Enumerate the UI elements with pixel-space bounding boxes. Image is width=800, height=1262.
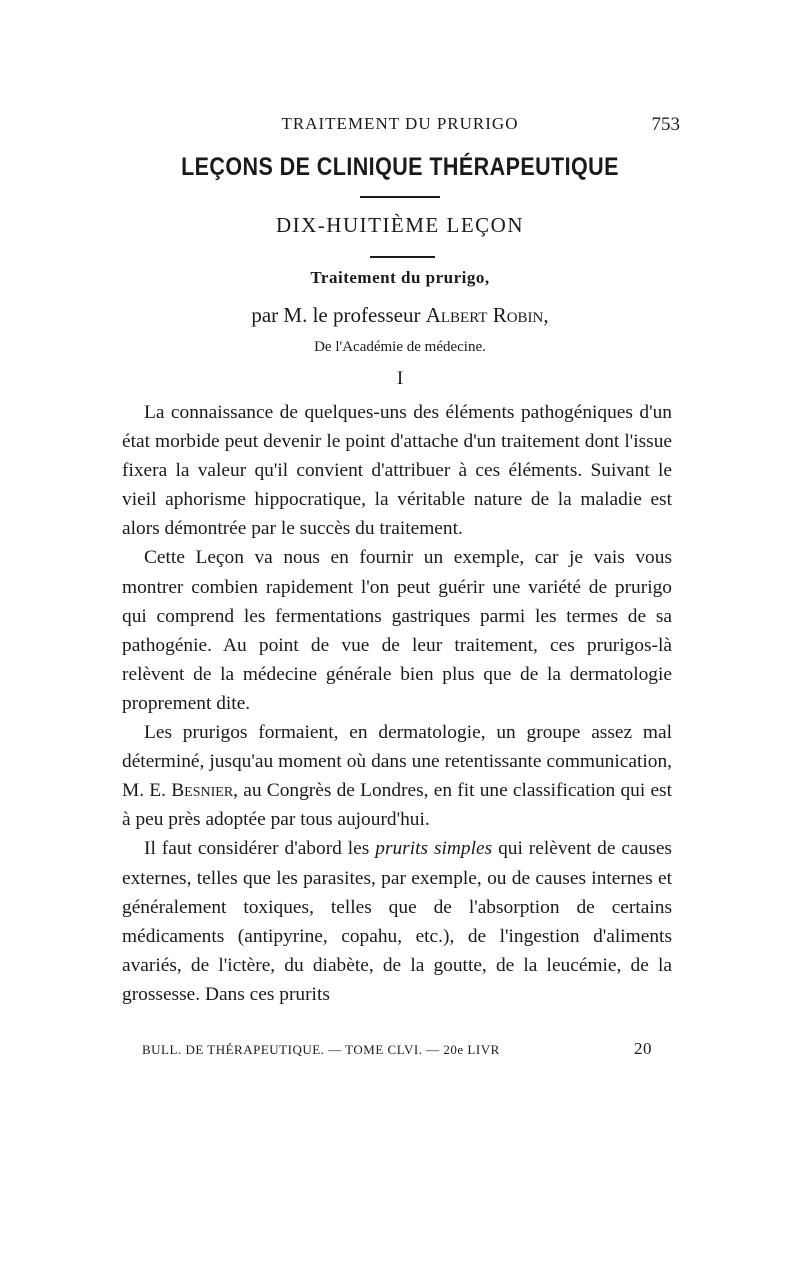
paragraph: La connaissance de quelques-uns des éléments pathogéniques d'un état morbide peut devenir le point d'attache d'un traitement dont l'issue fixera la valeur qu'il convient d'attribuer à ces éléments. Suivant le vieil aphorisme hippocratique, la véritable nature de la maladie est alors démontrée par le succès du traitement. [122,402,672,540]
section-number: I [396,368,404,389]
footer-sheet-number: 20 [634,1039,652,1058]
paragraph: Cette Leçon va nous en fournir un exemple, car je vais vous montrer combien rapidement l'on peut guérir une variété de prurigo qui comprend les fermentations gastriques parmi les termes de sa pathogénie. Au point de vue de leur traitement, ces prurigos-là relèvent de la médecine générale bien plus que de la dermatologie proprement dite. [122,547,672,714]
page-number: 753 [651,114,680,135]
lecon-title: DIX-HUITIÈME LEÇON [275,213,525,237]
paragraph-text: , au Congrès de Londres, en fit une classification qui est à peu près adoptée par tous aujourd'hui. [122,780,672,831]
title-divider [360,196,440,198]
author-line [120,303,680,328]
paragraph-text: Les prurigos formaient, en dermatologie, un groupe assez mal déterminé, jusqu'au moment où dans une retentissante communication, M. E. [122,722,672,802]
paragraph [122,718,672,834]
author-affiliation: De l'Académie de médecine. [314,339,486,355]
lecon-subject: Traitement du prurigo, [310,268,490,287]
author-name: Albert Robin [425,303,544,327]
cited-name: Besnier [171,780,234,802]
page-footer [122,1039,672,1063]
running-head [120,114,680,140]
lecon-divider [370,256,435,258]
paragraph-text: Il faut considérer d'abord les [144,838,376,860]
author-suffix: , [543,303,549,327]
author-prefix: par M. le professeur [251,303,426,327]
paragraph [122,834,672,1009]
section-title: LEÇONS DE CLINIQUE THÉRAPEUTIQUE [181,153,619,181]
body-text [122,398,672,1009]
italic-term: prurits simples [375,838,493,860]
footer-signature: BULL. DE THÉRAPEUTIQUE. — TOME CLVI. — 20e LIVR [142,1042,500,1057]
running-head-title: TRAITEMENT DU PRURIGO [281,114,519,133]
paragraph-text: qui relèvent de causes externes, telles que les parasites, par exemple, ou de causes internes et généralement toxiques, telles que de l'absorption de certains médicaments (antipyrine, copahu, etc.), de l'ingestion d'aliments avariés, de l'ictère, du diabète, de la goutte, de la leucémie, de la grossesse. Dans ces prurits [122,838,672,1005]
